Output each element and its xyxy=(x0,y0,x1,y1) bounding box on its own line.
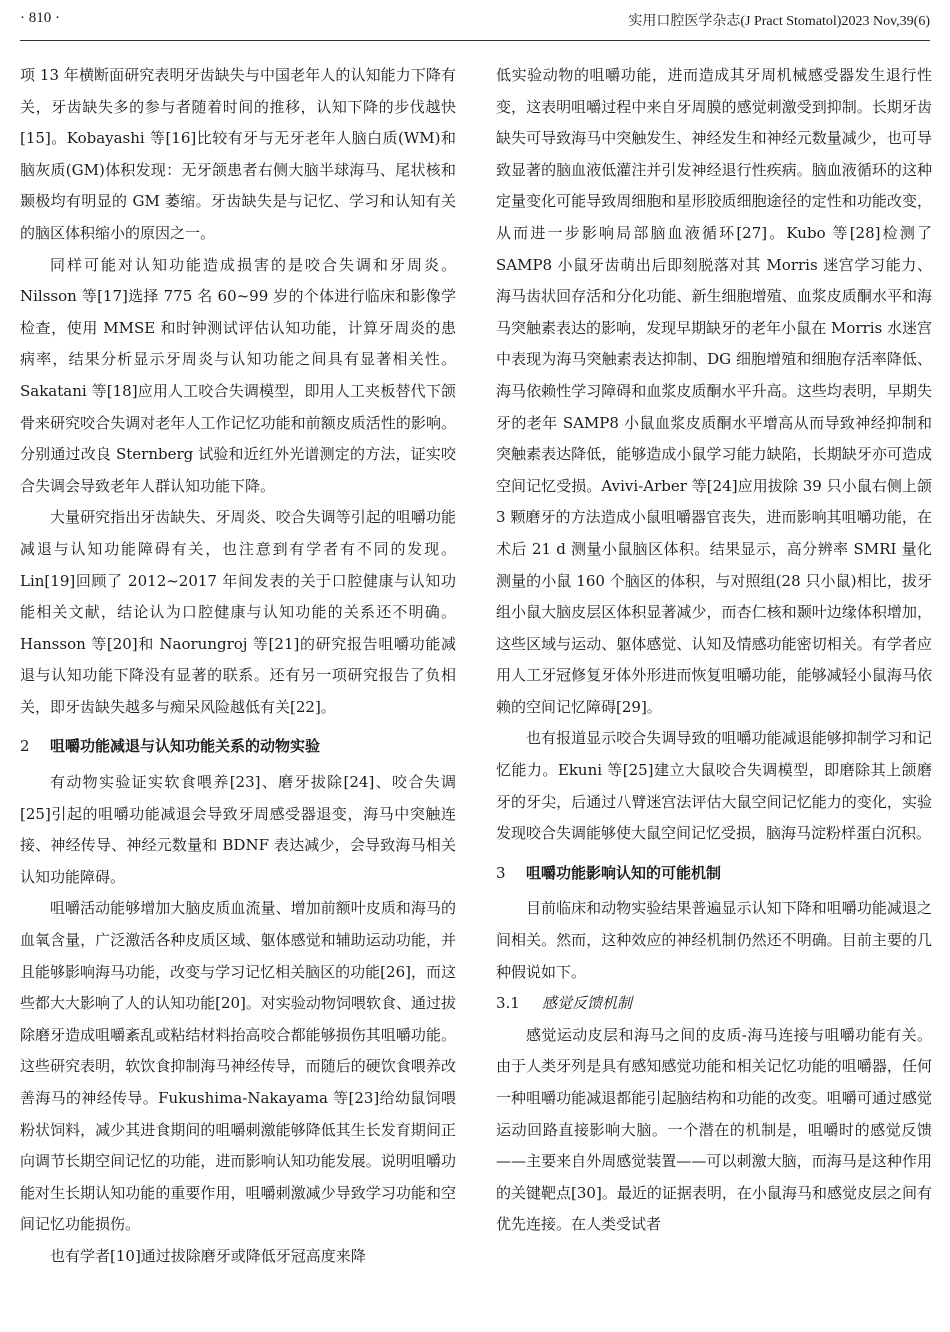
paragraph: 项 13 年横断面研究表明牙齿缺失与中国老年人的认知能力下降有关，牙齿缺失多的参与者随着时间的推移，认知下降的步伐越快[15]。Kobayashi 等[16]比较有牙与无牙老年人脑白质(WM)和脑灰质(GM)体积发现：无牙颌患者右侧大脑半球海马、尾状核和颞极均有明显的 GM 萎缩。牙齿缺失是与记忆、学习和认知有关的脑区体积缩小的原因之一。 xyxy=(20,66,456,242)
paragraph: 也有学者[10]通过拔除磨牙或降低牙冠高度来降 xyxy=(50,1246,366,1265)
paragraph: 有动物实验证实软食喂养[23]、磨牙拔除[24]、咬合失调[25]引起的咀嚼功能减退会导致牙周感受器退变，海马中突触连接、神经传导、神经元数量和 BDNF 表达减少，会导致海马相关认知功能障碍。 xyxy=(20,773,456,886)
paragraph: 也有报道显示咬合失调导致的咀嚼功能减退能够抑制学习和记忆能力。Ekuni 等[25]建立大鼠咬合失调模型，即磨除其上颌磨牙的牙尖，后通过八臂迷宫法评估大鼠空间记忆能力的变化，实验发现咬合失调能够使大鼠空间记忆受损，脑海马淀粉样蛋白沉积。 xyxy=(496,729,932,843)
subsection-number: 3.1 xyxy=(496,994,520,1013)
section-number: 3 xyxy=(496,863,506,882)
paragraph: 同样可能对认知功能造成损害的是咬合失调和牙周炎。Nilsson 等[17]选择 775 名 60~99 岁的个体进行临床和影像学检查，使用 MMSE 和时钟测试评估认知功能，计算牙周炎的患病率，结果分析显示牙周炎与认知功能之间具有显著相关性。Sakatani 等[18]应用人工咬合失调模型，即用人工夹板替代下颌骨来研究咬合失调对老年人工作记忆功能和前额皮质活性的影响。分别通过改良 Sternberg 试验和近红外光谱测定的方法，证实咬合失调会导致老年人群认知功能下降。 xyxy=(20,255,456,495)
section-heading xyxy=(496,858,932,890)
paragraph: 目前临床和动物实验结果普遍显示认知下降和咀嚼功能减退之间相关。然而，这种效应的神经机制仍然还不明确。目前主要的几种假说如下。 xyxy=(496,899,932,981)
page-number: · 810 · xyxy=(20,10,60,26)
running-header xyxy=(20,10,930,46)
subsection-title: 感觉反馈机制 xyxy=(542,994,633,1013)
section-title: 咀嚼功能影响认知的可能机制 xyxy=(526,863,722,882)
section-title: 咀嚼功能减退与认知功能关系的动物实验 xyxy=(50,737,321,756)
paragraph: 咀嚼活动能够增加大脑皮质血流量、增加前额叶皮质和海马的血氧含量，广泛激活各种皮质区域、躯体感觉和辅助运动功能，并且能够影响海马功能，改变与学习记忆相关脑区的功能[26]，而这些都大大影响了人的认知功能[20]。对实验动物饲喂软食、通过拔除磨牙造成咀嚼紊乱或粘结材料抬高咬合都能够损伤其咀嚼功能。这些研究表明，软饮食抑制海马神经传导，而随后的硬饮食喂养改善海马的神经传导。Fukushima-Nakayama 等[23]给幼鼠饲喂粉状饲料，减少其进食期间的咀嚼刺激能够降低其生长发育期间正向调节长期空间记忆的功能，进而影响认知功能发展。说明咀嚼功能对生长期认知功能的重要作用，咀嚼刺激减少导致学习功能和空间记忆功能损伤。 xyxy=(20,899,456,1234)
left-column xyxy=(20,60,456,1273)
section-heading xyxy=(20,731,456,763)
paragraph: 大量研究指出牙齿缺失、牙周炎、咬合失调等引起的咀嚼功能减退与认知功能障碍有关，也注意到有学者有不同的发现。Lin[19]回顾了 2012~2017 年间发表的关于口腔健康与认知功能相关文献，结论认为口腔健康与认知功能的关系还不明确。Hansson 等[20]和 Naorungroj 等[21]的研究报告咀嚼功能减退与认知功能下降没有显著的联系。还有另一项研究报告了负相关，即牙齿缺失越多与痴呆风险越低有关[22]。 xyxy=(20,508,456,716)
section-number: 2 xyxy=(20,737,30,756)
paragraph: 低实验动物的咀嚼功能，进而造成其牙周机械感受器发生退行性变，这表明咀嚼过程中来自牙周膜的感觉刺激受到抑制。长期牙齿缺失可导致海马中突触发生、神经发生和神经元数量减少，也可导致显著的脑血液低灌注并引发神经退行性疾病。脑血液循环的这种定量变化可能导致周细胞和星形胶质细胞途径的定性和功能改变，从而进一步影响局部脑血液循环[27]。Kubo 等[28]检测了 SAMP8 小鼠牙齿萌出后即刻脱落对其 Morris 迷宫学习能力、海马齿状回存活和分化功能、新生细胞增殖、血浆皮质酮水平和海马突触素表达的影响，发现早期缺牙的老年小鼠在 Morris 水迷宫中表现为海马突触素表达抑制、DG 细胞增殖和细胞存活率降低、海马依赖性学习障碍和血浆皮质酮水平升高。这些均表明，早期失牙的老年 SAMP8 小鼠血浆皮质酮水平增高从而导致神经抑制和突触素表达降低，能够造成小鼠学习能力缺陷，长期缺牙亦可造成空间记忆受损。Avivi-Arber 等[24]应用拔除 39 只小鼠右侧上颌 3 颗磨牙的方法造成小鼠咀嚼器官丧失，进而影响其咀嚼功能，在术后 21 d 测量小鼠脑区体积。结果显示，高分辨率 SMRI 量化测量的小鼠 160 个脑区的体积，与对照组(28 只小鼠)相比，拔牙组小鼠大脑皮层区体积显著减少，而杏仁核和颞叶边缘体积增加，这些区域与运动、躯体感觉、认知及情感功能密切相关。有学者应用人工牙冠修复牙体外形进而恢复咀嚼功能，能够减轻小鼠海马依赖的空间记忆障碍[29]。 xyxy=(496,66,932,716)
header-rule xyxy=(20,40,930,41)
right-column xyxy=(496,60,932,1241)
subsection-heading xyxy=(496,988,932,1020)
paragraph: 感觉运动皮层和海马之间的皮质-海马连接与咀嚼功能有关。由于人类牙列是具有感知感觉功能和相关记忆功能的咀嚼器，任何一种咀嚼功能减退都能引起脑结构和功能的改变。咀嚼可通过感觉运动回路直接影响大脑。一个潜在的机制是，咀嚼时的感觉反馈——主要来自外周感觉装置——可以刺激大脑，而海马是这种作用的关键靶点[30]。最近的证据表明，在小鼠海马和感觉皮层之间有优先连接。在人类受试者 xyxy=(496,1025,932,1234)
journal-citation: 实用口腔医学杂志(J Pract Stomatol)2023 Nov,39(6) xyxy=(628,14,930,29)
